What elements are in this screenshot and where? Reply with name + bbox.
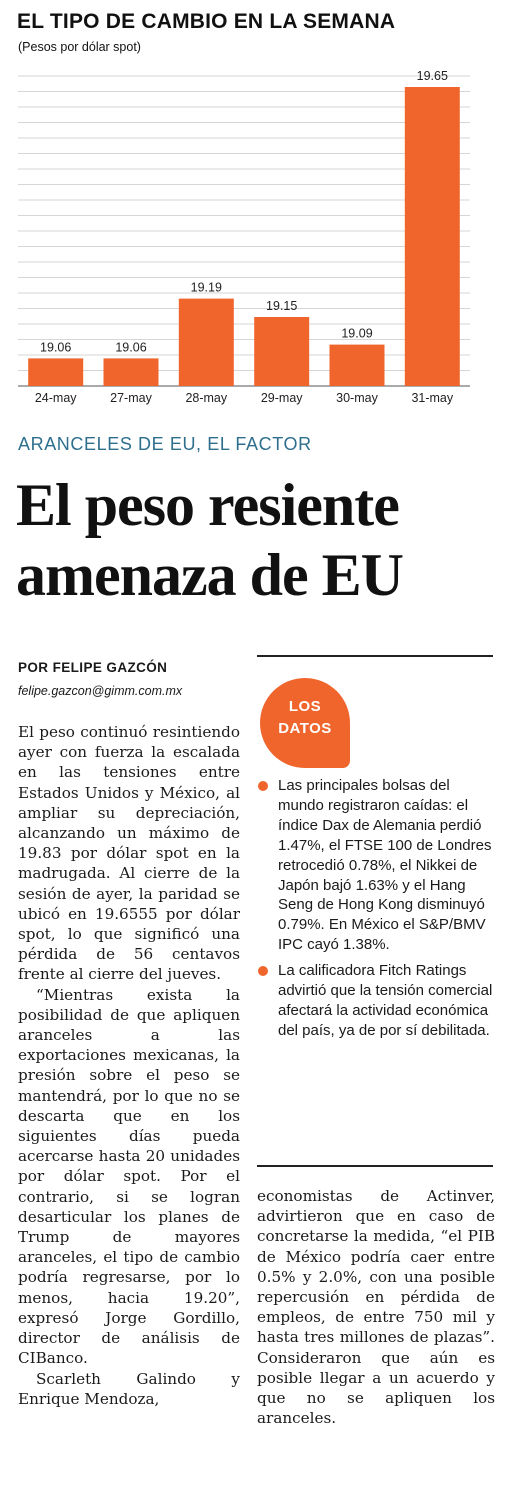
- facts-list: [256, 776, 496, 1047]
- body-paragraph-3: Scarleth Galindo y Enrique Mendoza,: [18, 1369, 240, 1408]
- bar-value-label: 19.09: [341, 326, 373, 341]
- bar-value-label: 19.15: [266, 299, 298, 313]
- body-continuation: economistas de Actinver, advirtieron que en caso de concretarse la medida, “el PIB de México podría caer entre 0.5% y 2.0%, con una posible repercusión en pérdida de empleos, de entre 750 mil y hasta tres millones de plazas”. Consideraron que aún es posible llegar a un acuerdo y que no se apliquen los aranceles.: [257, 1187, 495, 1428]
- x-tick-label: 28-may: [185, 391, 228, 405]
- bullet-dot-icon: [258, 966, 268, 976]
- article-kicker: ARANCELES DE EU, EL FACTOR: [18, 434, 312, 454]
- bar-value-label: 19.65: [416, 69, 448, 83]
- chart-subtitle: (Pesos por dólar spot): [18, 40, 141, 54]
- bar-29-may: [254, 317, 309, 386]
- bar-31-may: [405, 87, 460, 386]
- bar-28-may: [179, 299, 234, 386]
- headline-line-2: amenaza de EU: [16, 542, 403, 608]
- chart-title: EL TIPO DE CAMBIO EN LA SEMANA: [17, 10, 396, 33]
- chart-value-labels: [40, 69, 448, 354]
- sidebar-bottom-rule: [257, 1165, 493, 1167]
- article-body-left-column: [18, 722, 240, 1409]
- bar-27-may: [104, 358, 159, 386]
- bar-value-label: 19.06: [115, 340, 147, 355]
- article-body-right-column: [257, 1186, 495, 1428]
- bar-value-label: 19.19: [190, 280, 222, 295]
- badge-line-1: LOS: [288, 698, 322, 715]
- x-tick-label: 31-may: [411, 391, 454, 405]
- article-headline: [16, 470, 496, 610]
- bar-value-label: 19.06: [40, 340, 72, 355]
- chart-gridlines: [18, 76, 470, 386]
- sidebar-top-rule: [257, 655, 493, 657]
- x-tick-label: 30-may: [336, 391, 378, 405]
- badge-line-2: DATOS: [278, 720, 332, 737]
- chart-x-tick-labels: [35, 391, 454, 405]
- fact-text: La calificadora Fitch Ratings advirtió que la tensión comercial afectará la actividad económica del país, ya de por sí debilitada.: [278, 962, 493, 1039]
- body-paragraph-1: El peso continuó resintiendo ayer con fuerza la escalada en las tensiones entre Estados Unidos y México, al ampliar su depreciación, alcanzando un máximo de 19.83 por dólar spot en la madrugada. Al cierre de la sesión de ayer, la paridad se ubicó en 19.6555 por dólar spot, lo que significó una pérdida de 56 centavos frente al cierre del jueves.: [18, 723, 240, 984]
- x-tick-label: 29-may: [260, 391, 303, 405]
- x-tick-label: 24-may: [34, 391, 77, 405]
- exchange-rate-bar-chart: [0, 0, 509, 425]
- chart-bars: [28, 87, 460, 386]
- fact-text: Las principales bolsas del mundo registraron caídas: el índice Dax de Alemania perdió 1.47%, el FTSE 100 de Londres retrocedió 0.78%, el Nikkei de Japón bajó 1.63% y el Hang Seng de Hong Kong disminuyó 0.79%. En México el S&P/BMV IPC cayó 1.38%.: [278, 777, 492, 954]
- headline-line-1: El peso resiente: [16, 472, 399, 538]
- fact-item: [256, 776, 496, 955]
- los-datos-badge-text: [260, 696, 350, 740]
- author-email[interactable]: felipe.gazcon@gimm.com.mx: [18, 684, 183, 698]
- fact-item: [256, 961, 496, 1041]
- bar-30-may: [330, 345, 385, 386]
- bar-24-may: [28, 358, 83, 386]
- bullet-dot-icon: [258, 781, 268, 791]
- x-tick-label: 27-may: [110, 391, 152, 405]
- byline: POR FELIPE GAZCÓN: [18, 660, 168, 675]
- body-paragraph-2: “Mientras exista la posibilidad de que apliquen aranceles a las exportaciones mexicanas, la presión sobre el peso se mantendrá, por lo que no se descarta que en los siguientes días pueda acercarse hasta 20 unidades por dólar spot. Por el contrario, si se logran desarticular los planes de Trump de mayores aranceles, el tipo de cambio podría regresarse, por lo menos, hacia 19.20”, expresó Jorge Gordillo, director de análisis de CIBanco.: [18, 985, 240, 1368]
